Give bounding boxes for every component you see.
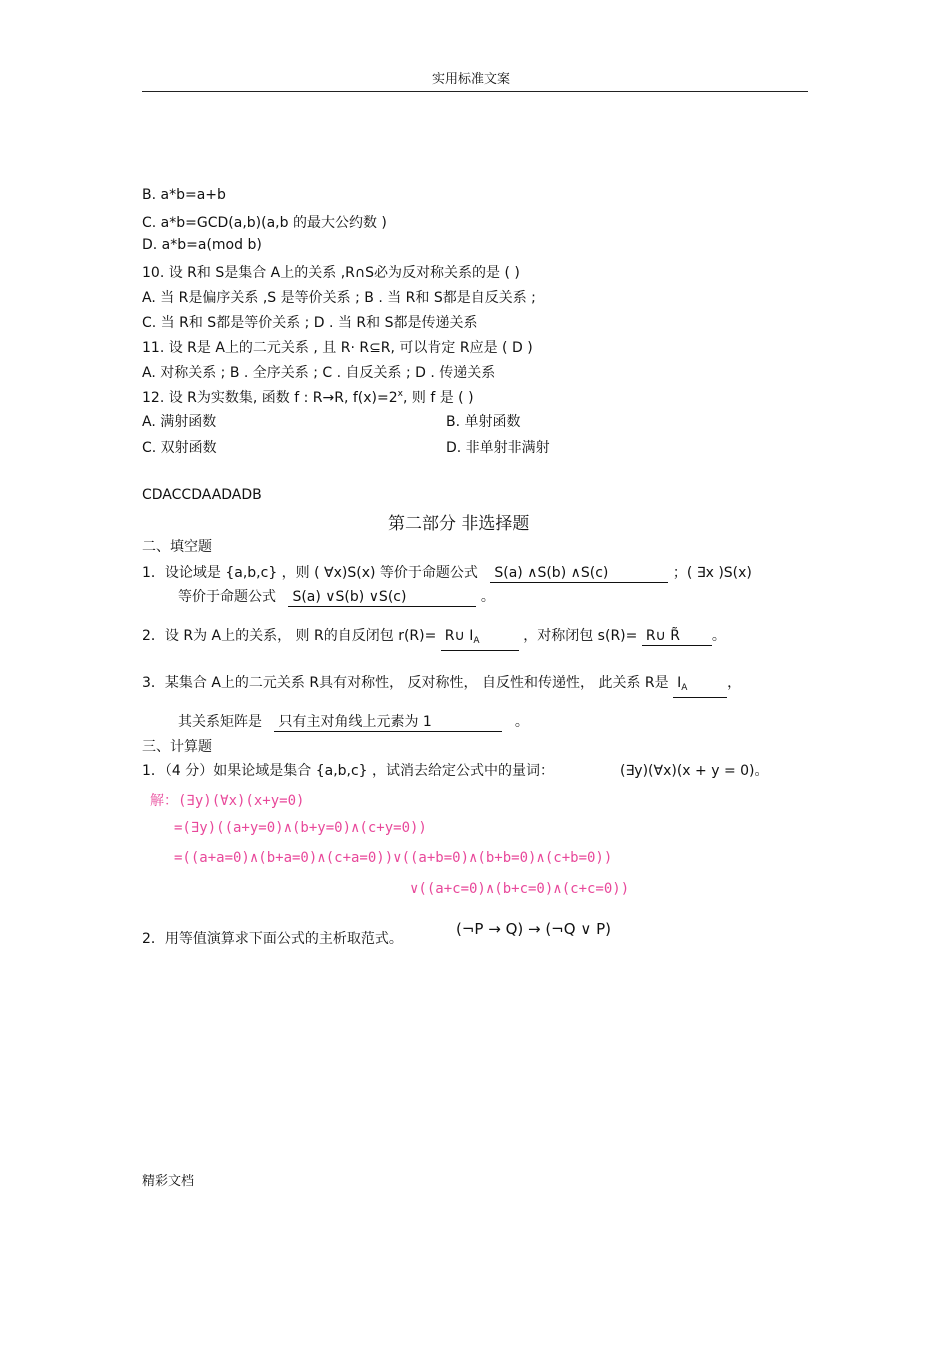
- fill-1-line2: [178, 586, 495, 607]
- calc-2: 2．用等值演算求下面公式的主析取范式。: [142, 931, 403, 947]
- page-footer: 精彩文档: [142, 1174, 195, 1189]
- fill-2-answer-1: [441, 628, 519, 651]
- exponent: x: [397, 389, 403, 399]
- answer-key: CDACCDAADADB: [142, 487, 262, 503]
- section-title: 第二部分 非选择题: [388, 514, 530, 534]
- fill-3-line2-end: 。: [514, 714, 529, 730]
- calc-heading: 三、计算题: [142, 739, 212, 755]
- fill-2: [142, 625, 726, 651]
- fill-2-text: 2．设 R为 A上的关系， 则 R的自反闭包 r(R)=: [142, 628, 437, 644]
- solution-line-3: =((a+a=0)∧(b+a=0)∧(c+a=0))∨((a+b=0)∧(b+b=0)∧(c+b=0)): [174, 850, 613, 866]
- question-12-option-d: D. 非单射非满射: [446, 440, 550, 456]
- fill-1-answer-1: S(a) ∧S(b) ∧S(c): [490, 565, 668, 583]
- question-12-option-b: B. 单射函数: [446, 414, 521, 430]
- question-12-option-a: A. 满射函数: [142, 414, 217, 430]
- option-b: B. a*b=a+b: [142, 187, 226, 203]
- subscript: A: [473, 636, 480, 646]
- question-12-text-end: , 则 f 是 ( ): [402, 390, 474, 406]
- solution-line-4: ∨((a+c=0)∧(b+c=0)∧(c+c=0)): [410, 881, 630, 897]
- question-12-text: 12. 设 R为实数集, 函数 f : R→R, f(x)=2: [142, 390, 398, 406]
- header-rule: [142, 91, 808, 92]
- question-10-options-cd: C. 当 R和 S都是等价关系 ; D . 当 R和 S都是传递关系: [142, 315, 478, 331]
- fill-2-mid: ，对称闭包 s(R)=: [523, 628, 638, 644]
- fill-3-answer-2: 只有主对角线上元素为 1: [274, 714, 502, 732]
- fill-3-line2-text: 其关系矩阵是: [178, 714, 262, 730]
- solution-line-2: =(∃y)((a+y=0)∧(b+y=0)∧(c+y=0)): [174, 820, 427, 836]
- question-11-options: A. 对称关系 ; B . 全序关系 ; C . 自反关系 ; D . 传递关系: [142, 365, 496, 381]
- fill-1-answer-2: S(a) ∨S(b) ∨S(c): [288, 589, 476, 607]
- fill-2-answer-1-text: R∪ I: [444, 628, 474, 644]
- option-c: C. a*b=GCD(a,b)(a,b 的最大公约数 ): [142, 215, 387, 231]
- fill-1-end: 。: [480, 589, 495, 605]
- fill-3-answer: [673, 675, 727, 698]
- calc-1-formula: (∃y)(∀x)(x + y = 0)。: [620, 763, 769, 779]
- fill-2-answer-2: R∪ R̃: [642, 628, 712, 646]
- fill-1-mid: ；( ∃x )S(x): [672, 565, 752, 581]
- fill-3-end: ，: [727, 675, 742, 691]
- fill-2-end: 。: [711, 628, 726, 644]
- question-10: 10. 设 R和 S是集合 A上的关系 ,R∩S必为反对称关系的是 ( ): [142, 265, 520, 281]
- page-header: 实用标准文案: [432, 72, 511, 87]
- fill-1-line2-text: 等价于命题公式: [178, 589, 276, 605]
- fill-1: [142, 562, 752, 583]
- fill-3-text: 3．某集合 A上的二元关系 R具有对称性， 反对称性， 自反性和传递性， 此关系 R是: [142, 675, 669, 691]
- subscript: A: [681, 683, 688, 693]
- solution-line-1: 解：(∃y)(∀x)(x+y=0): [150, 793, 305, 809]
- fill-1-text: 1．设论域是 {a,b,c} ，则 ( ∀x)S(x) 等价于命题公式: [142, 565, 478, 581]
- calc-2-formula: (¬P → Q) → (¬Q ∨ P): [456, 920, 611, 938]
- option-d: D. a*b=a(mod b): [142, 237, 262, 253]
- fill-heading: 二、填空题: [142, 539, 212, 555]
- fill-3-line2: [178, 711, 529, 732]
- calc-1: 1．（4 分）如果论域是集合 {a,b,c} ，试消去给定公式中的量词：: [142, 763, 555, 779]
- question-12: [142, 387, 474, 407]
- question-11: 11. 设 R是 A上的二元关系 , 且 R· R⊆R, 可以肯定 R应是 ( D ): [142, 340, 533, 356]
- question-12-option-c: C. 双射函数: [142, 440, 217, 456]
- fill-3-answer-text: I: [677, 675, 682, 691]
- question-10-options-ab: A. 当 R是偏序关系 ,S 是等价关系 ; B . 当 R和 S都是自反关系 ;: [142, 290, 536, 306]
- fill-3: [142, 672, 741, 698]
